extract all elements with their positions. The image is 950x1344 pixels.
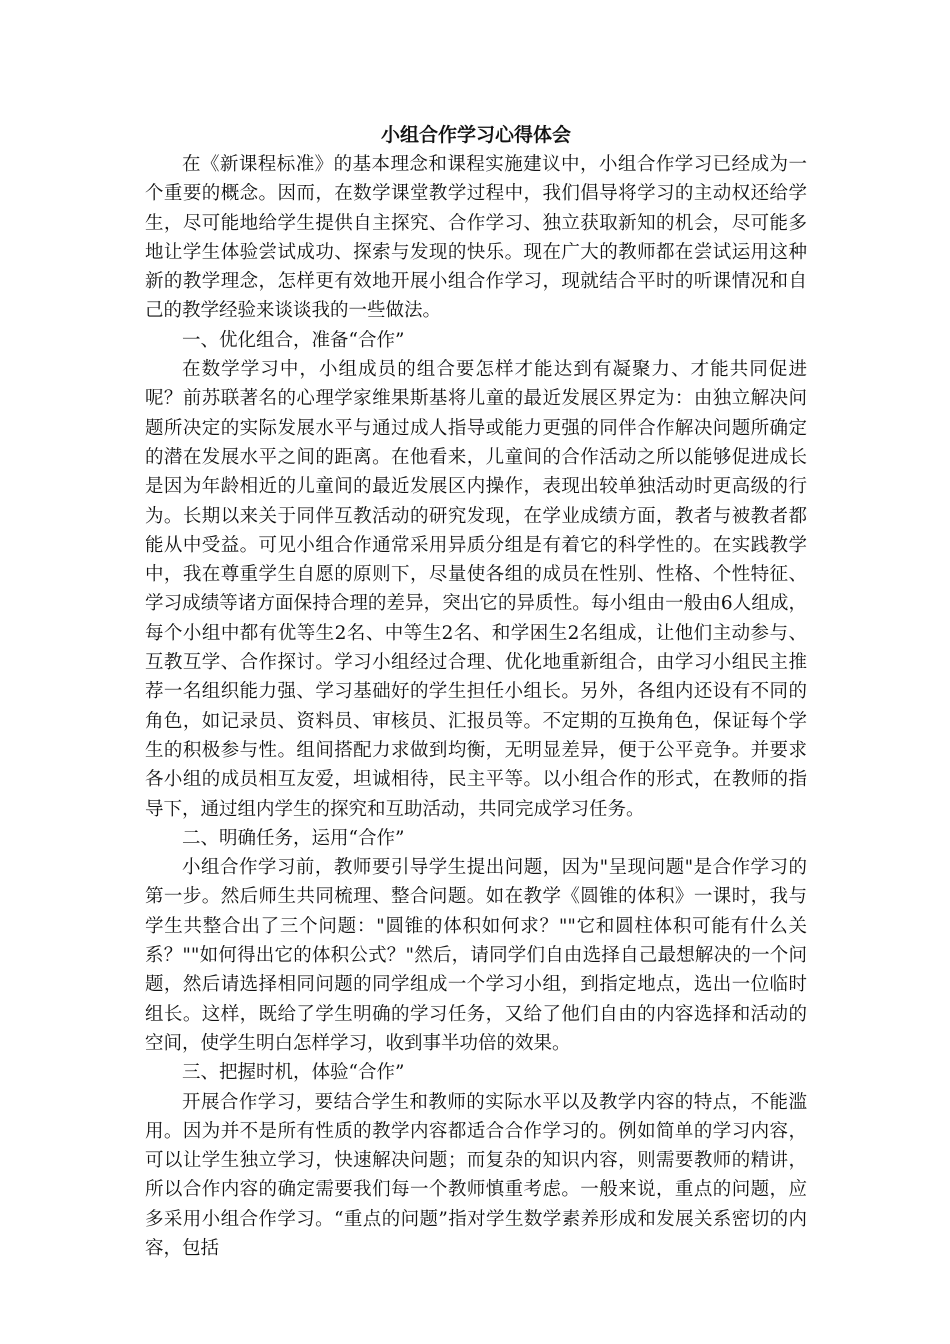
document-title: 小组合作学习心得体会 [380, 124, 571, 146]
document-body [145, 121, 807, 1263]
section-heading-3: 三、把握时机，体验“合作” [182, 1062, 405, 1084]
paragraph-intro: 在《新课程标准》的基本理念和课程实施建议中，小组合作学习已经成为一个重要的概念。因而，在数学课堂教学过程中，我们倡导将学习的主动权还给学生，尽可能地给学生提供自主探究、合作学习、独立获取新知的机会，尽可能多地让学生体验尝试成功、探索与发现的快乐。现在广大的教师都在尝试运用这种新的教学理念，怎样更有效地开展小组合作学习，现就结合平时的听课情况和自己的教学经验来谈谈我的一些做法。 [145, 154, 807, 322]
paragraph-section-1: 在数学学习中，小组成员的组合要怎样才能达到有凝聚力、才能共同促进呢？前苏联著名的心理学家维果斯基将儿童的最近发展区界定为：由独立解决问题所决定的实际发展水平与通过成人指导或能力更强的同伴合作解决问题所确定的潜在发展水平之间的距离。在他看来，儿童间的合作活动之所以能够促进成长是因为年龄相近的儿童间的最近发展区内操作，表现出较单独活动时更高级的行为。长期以来关于同伴互教活动的研究发现，在学业成绩方面，教者与被教者都能从中受益。可见小组合作通常采用异质分组是有着它的科学性的。在实践教学中，我在尊重学生自愿的原则下，尽量使各组的成员在性别、性格、个性特征、学习成绩等诸方面保持合理的差异，突出它的异质性。每小组由一般由6人组成，每个小组中都有优等生2名、中等生2名、和学困生2名组成，让他们主动参与、互教互学、合作探讨。学习小组经过合理、优化地重新组合，由学习小组民主推荐一名组织能力强、学习基础好的学生担任小组长。另外，各组内还设有不同的角色，如记录员、资料员、审核员、汇报员等。不定期的互换角色，保证每个学生的积极参与性。组间搭配力求做到均衡，无明显差异，便于公平竞争。并要求各小组的成员相互友爱，坦诚相待，民主平等。以小组合作的形式，在教师的指导下，通过组内学生的探究和互助活动，共同完成学习任务。 [145, 359, 807, 820]
paragraph-section-3: 开展合作学习，要结合学生和教师的实际水平以及教学内容的特点，不能滥用。因为并不是所有性质的教学内容都适合合作学习的。例如简单的学习内容，可以让学生独立学习，快速解决问题；而复杂的知识内容，则需要教师的精讲，所以合作内容的确定需要我们每一个教师慎重考虑。一般来说，重点的问题，应多采用小组合作学习。“重点的问题”指对学生数学素养形成和发展关系密切的内容，包括 [145, 1091, 807, 1259]
section-heading-1: 一、优化组合，准备“合作” [182, 329, 405, 351]
paragraph-section-2: 小组合作学习前，教师要引导学生提出问题，因为"呈现问题"是合作学习的第一步。然后师生共同梳理、整合问题。如在教学《圆锥的体积》一课时，我与学生共整合出了三个问题："圆锥的体积如何求？""它和圆柱体积可能有什么关系？""如何得出它的体积公式？"然后，请同学们自由选择自己最想解决的一个问题，然后请选择相同问题的同学组成一个学习小组，到指定地点，选出一位临时组长。这样，既给了学生明确的学习任务，又给了他们自由的内容选择和活动的空间，使学生明白怎样学习，收到事半功倍的效果。 [145, 857, 807, 1054]
section-heading-2: 二、明确任务，运用“合作” [182, 827, 405, 849]
